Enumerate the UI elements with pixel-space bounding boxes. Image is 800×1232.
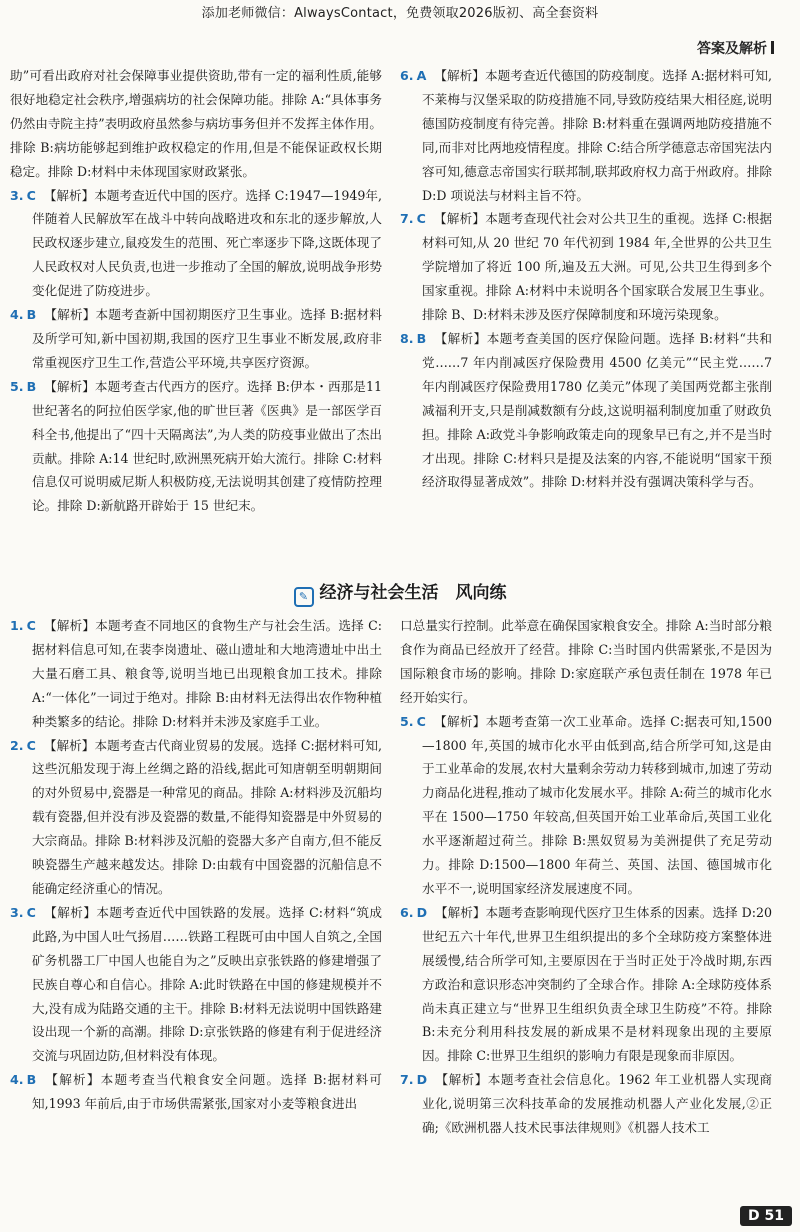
explanation-text: 【解析】本题考查影响现代医疗卫生体系的因素。选择 D:20 世纪五六十年代,世界卫生组织提出的多个全球防疫方案整体进展缓慢,结合所学可知,主要原因在于当时正处于冷战时期,东西方政治和意识形态冲突制约了全球合作。排除 A:全球防疫体系尚未真正建立与“世界卫生组织负责全球卫生防疫”不符。排除 B:未充分利用科技发展的新成果不是材料现象出现的主要原因。排除 C:世界卫生组织的影响力有限是现象而非原因。 (422, 904, 772, 1064)
answer-letter: C (416, 211, 426, 227)
question-number: 8. (400, 330, 414, 346)
question-number: 4. (10, 307, 24, 323)
answer-letter: B (26, 307, 37, 323)
page-number: D 51 (740, 1206, 792, 1226)
answer-letter: B (416, 330, 427, 346)
question-number: 7. (400, 1072, 414, 1088)
answer-letter: C (26, 618, 36, 633)
question-number: 5. (10, 378, 24, 394)
answer-letter: C (26, 737, 36, 753)
section-icon: ✎ (294, 587, 314, 607)
question-number: 3. (10, 187, 24, 203)
answer-letter: B (26, 378, 37, 394)
answer-item (10, 64, 382, 184)
explanation-text: 【解析】本题考查第一次工业革命。选择 C:据表可知,1500—1800 年,英国的城市化水平由低到高,结合所学可知,这是由于工业革命的发展,农村大量剩余劳动力转移到城市,加速了劳动力商品化进程,推动了城市化发展水平。排除 A:荷兰的城市化水平在 1500—1750 年较高,但英国开始工业革命后,英国工业化水平逐渐超过荷兰。排除 B:黑奴贸易为美洲提供了充足劳动力。排除 D:1500—1800 年荷兰、英国、法国、德国城市化水平不一,说明国家经济发展速度不同。 (422, 713, 772, 896)
question-number: 4. (10, 1072, 24, 1088)
top-left-column (10, 64, 382, 518)
answer-item (400, 1068, 772, 1140)
question-number: 7. (400, 211, 414, 227)
answer-item (400, 614, 772, 710)
bottom-right-column (400, 614, 772, 1140)
explanation-text: 【解析】本题考查现代社会对公共卫生的重视。选择 C:根据材料可知,从 20 世纪 70 年代初到 1984 年,全世界的公共卫生学院增加了将近 100 所,遍及五大洲。可见,公共卫生得到多个国家重视。排除 A:材料中未说明各个国家联合发展卫生事业。排除 B、D:材料未涉及医疗保障制度和环境污染现象。 (422, 211, 772, 323)
header-bar-decoration (771, 41, 774, 54)
section-title (0, 578, 800, 607)
answer-letter: C (26, 904, 36, 920)
explanation-text: 【解析】本题考查近代中国的医疗。选择 C:1947—1949年,伴随着人民解放军在战斗中转向战略进攻和东北的逐步解放,人民政权逐步建立,鼠疫发生的范围、死亡率逐步下降,这既体现了人民政权对人民负责,也进一步推动了全国的解放,说明战争形势变化促进了防疫进步。 (32, 187, 382, 299)
explanation-text: 【解析】本题考查古代西方的医疗。选择 B:伊本・西那是11 世纪著名的阿拉伯医学家,他的旷世巨著《医典》是一部医学百科全书,他提出了“四十天隔离法”,为人类的防疫事业做出了杰出贡献。排除 A:14 世纪时,欧洲黑死病开始大流行。排除 C:材料信息仅可说明威尼斯人积极防疫,无法说明其创建了疫情防控理论。排除 D:新航路开辟始于 15 世纪末。 (32, 378, 382, 514)
question-number: 6. (400, 68, 414, 83)
explanation-text: 【解析】本题考查新中国初期医疗卫生事业。选择 B:据材料及所学可知,新中国初期,我国的医疗卫生事业不断发展,政府非常重视医疗卫生工作,营造公平环境,共享医疗资源。 (32, 307, 382, 370)
question-number: 2. (10, 737, 24, 753)
answer-item (10, 1068, 382, 1116)
explanation-text: 助”可看出政府对社会保障事业提供资助,带有一定的福利性质,能够很好地稳定社会秩序,增强病坊的社会保障功能。排除 A:“具体事务仍然由寺院主持”表明政府虽然参与病坊事务但并不发挥主体作用。排除 B:病坊能够起到维护政权稳定的作用,但是不能保证政权长期稳定。排除 D:材料中未体现国家财政紧张。 (10, 68, 382, 179)
question-number: 1. (10, 618, 24, 633)
answer-item (10, 184, 382, 304)
section-title-text: 经济与社会生活 风向练 (319, 583, 507, 603)
answer-item (10, 614, 382, 734)
explanation-text: 口总量实行控制。此举意在确保国家粮食安全。排除 A:当时部分粮食作为商品已经放开了经营。排除 C:当时国内供需紧张,不是因为国际粮食市场的影响。排除 D:家庭联产承包责任制在 1978 年已经开始实行。 (400, 618, 772, 705)
explanation-text: 【解析】本题考查不同地区的食物生产与社会生活。选择 C:据材料信息可知,在裴李岗遗址、磁山遗址和大地湾遗址中出土大量石磨工具、粮食等,说明当地已出现粮食加工技术。排除 A:“一体化”一词过于绝对。排除 B:由材料无法得出农作物种植种类繁多的结论。排除 D:材料并未涉及家庭手工业。 (32, 618, 382, 729)
answer-item (10, 734, 382, 901)
explanation-text: 【解析】本题考查当代粮食安全问题。选择 B:据材料可知,1993 年前后,由于市场供需紧张,国家对小麦等粮食进出 (32, 1072, 382, 1112)
answer-letter: D (416, 1072, 428, 1088)
page-header (697, 38, 774, 58)
answer-letter: D (416, 904, 428, 920)
answer-letter: C (416, 713, 426, 729)
answer-letter: A (416, 68, 427, 83)
top-right-column (400, 64, 772, 494)
explanation-text: 【解析】本题考查古代商业贸易的发展。选择 C:据材料可知,这些沉船发现于海上丝绸之路的沿线,据此可知唐朝至明朝期间的对外贸易中,瓷器是一种常见的商品。排除 A:材料涉及沉船均载有瓷器,但并没有涉及瓷器的数量,不能得知瓷器是中外贸易的大宗商品。排除 B:材料涉及沉船的瓷器大多产自南方,但不能反映瓷器生产越来越发达。排除 D:由载有中国瓷器的沉船信息不能确定经济重心的情况。 (32, 737, 382, 896)
header-title: 答案及解析 (697, 41, 767, 57)
answer-item (400, 207, 772, 327)
question-number: 5. (400, 713, 414, 729)
top-banner: 添加老师微信：AlwaysContact，免费领取2026版初、高全套资料 (201, 6, 599, 21)
bottom-left-column (10, 614, 382, 1116)
question-number: 6. (400, 904, 414, 920)
answer-item (10, 303, 382, 375)
answer-letter: C (26, 187, 36, 203)
explanation-text: 【解析】本题考查近代中国铁路的发展。选择 C:材料“筑成此路,为中国人吐气扬眉……铁路工程既可由中国人自筑之,全国矿务机器工厂中国人也能自为之”反映出京张铁路的修建增强了民族自尊心和自信心。排除 A:此时铁路在中国的修建规模并不大,没有成为陆路交通的主干。排除 B:材料无法说明中国铁路建设出现一个新的高潮。排除 D:京张铁路的修建有利于促进经济交流与巩固边防,但材料没有体现。 (32, 904, 382, 1064)
answer-item (400, 901, 772, 1068)
explanation-text: 【解析】本题考查美国的医疗保险问题。选择 B:材料“共和党……7 年内削减医疗保险费用 4500 亿美元”“民主党……7 年内削减医疗保险费用1780 亿美元”体现了美国两党都主张削减福利开支,只是削减数额有分歧,这说明福利制度加重了财政负担。排除 A:政党斗争影响政策走向的现象早已有之,并不是当时才出现。排除 C:材料只是提及法案的内容,不能说明“国家干预经济取得显著成效”。排除 D:材料并没有强调决策科学与否。 (422, 330, 772, 490)
explanation-text: 【解析】本题考查近代德国的防疫制度。选择 A:据材料可知,不莱梅与汉堡采取的防疫措施不同,导致防疫结果大相径庭,说明德国防疫制度有待完善。排除 B:材料重在强调两地防疫措施不同,而非对比两地疫情程度。排除 C:结合所学德意志帝国宪法内容可知,德意志帝国实行联邦制,联邦政府权力高于州政府。排除 D:D 项说法与材料主旨不符。 (422, 68, 772, 203)
answer-item (400, 64, 772, 207)
answer-letter: B (26, 1072, 37, 1088)
answer-item (10, 901, 382, 1068)
answer-item (400, 710, 772, 901)
question-number: 3. (10, 904, 24, 920)
answer-item (10, 375, 382, 518)
explanation-text: 【解析】本题考查社会信息化。1962 年工业机器人实现商业化,说明第三次科技革命的发展推动机器人产业化发展,②正确;《欧洲机器人技术民事法律规则》《机器人技术工 (422, 1072, 772, 1136)
answer-item (400, 327, 772, 494)
